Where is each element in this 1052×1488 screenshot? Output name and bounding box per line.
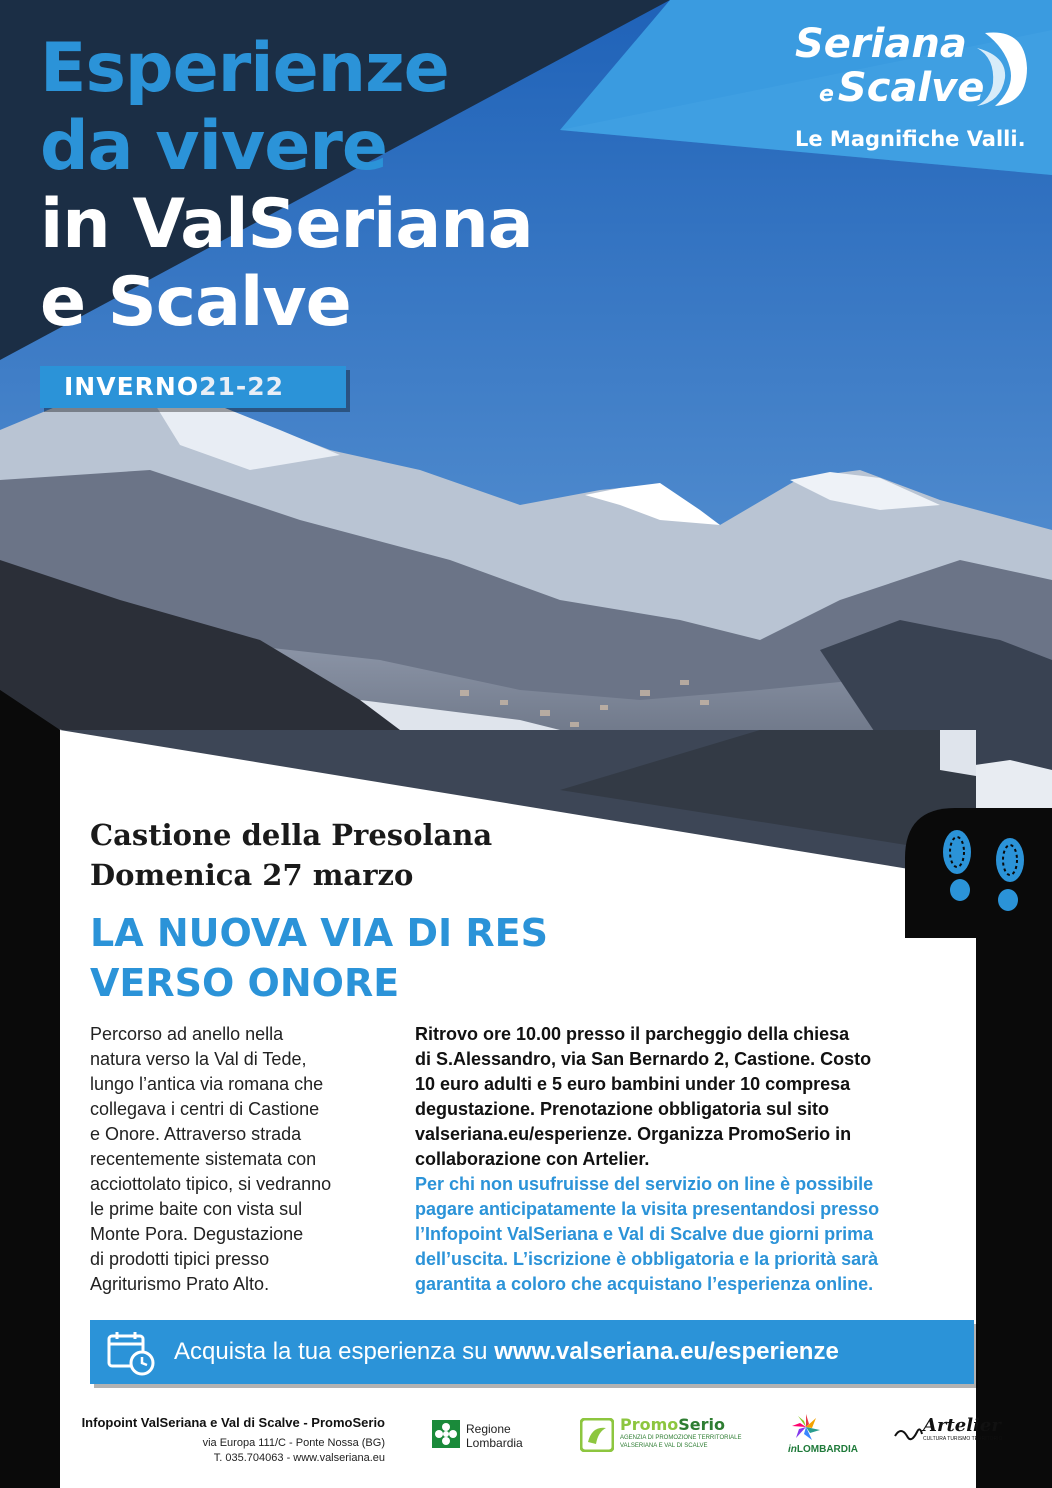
- artelier-sub: CULTURA TURISMO TERRITORIO: [923, 1436, 1003, 1442]
- description-line: natura verso la Val di Tede,: [90, 1049, 307, 1069]
- description-line: lungo l’antica via romana che: [90, 1074, 324, 1094]
- season-badge: [40, 366, 346, 408]
- promoserio-mark-icon: [580, 1418, 614, 1452]
- brand-face-icon: [965, 28, 1035, 108]
- brand-line-1: Seriana: [795, 21, 967, 67]
- buy-experience-banner[interactable]: [90, 1320, 974, 1384]
- event-location: Castione della Presolana: [90, 818, 493, 852]
- footsteps-badge: [905, 808, 1052, 938]
- promoserio-name-b: Serio: [678, 1415, 726, 1434]
- brand-tagline: Le Magnifiche Valli.: [795, 127, 1026, 151]
- season-years: 21-22: [199, 372, 285, 401]
- title-line-3: in ValSeriana: [40, 185, 533, 264]
- description-line: Percorso ad anello nella: [90, 1024, 284, 1044]
- details-line: Ritrovo ore 10.00 presso il parcheggio della chiesa: [415, 1024, 850, 1044]
- event-title: [90, 908, 548, 1008]
- right-black-band: [976, 880, 1052, 1488]
- details-line: 10 euro adulti e 5 euro bambini under 10 compresa: [415, 1074, 851, 1094]
- details-line: valseriana.eu/esperienze. Organizza PromoSerio in: [415, 1124, 852, 1144]
- footer-contact: [60, 1414, 385, 1466]
- details-line: collaborazione con Artelier.: [415, 1149, 650, 1169]
- regione-line-2: Lombardia: [466, 1436, 523, 1450]
- description-line: di prodotti tipici presso: [90, 1249, 270, 1269]
- buy-text: [174, 1320, 839, 1384]
- notice-line: l’Infopoint ValSeriana e Val di Scalve due giorni prima: [415, 1224, 874, 1244]
- inlombardia-name: LOMBARDIA: [796, 1444, 858, 1455]
- brand-e: e: [819, 82, 834, 107]
- notice-line: dell’uscita. L’iscrizione è obbligatoria e la priorità sarà: [415, 1249, 879, 1269]
- event-title-line-2: VERSO ONORE: [90, 961, 400, 1005]
- description-line: e Onore. Attraverso strada: [90, 1124, 302, 1144]
- footer-address: via Europa 111/C - Ponte Nossa (BG): [202, 1437, 385, 1449]
- description-line: collegava i centri di Castione: [90, 1099, 320, 1119]
- details-line: degustazione. Prenotazione obbligatoria sul sito: [415, 1099, 830, 1119]
- description-line: le prime baite con vista sul: [90, 1199, 303, 1219]
- artelier-name: Artelier: [923, 1415, 1001, 1436]
- promoserio-name-a: Promo: [620, 1415, 679, 1434]
- lombardia-rose-icon: [432, 1420, 460, 1448]
- inlombardia-in: in: [788, 1444, 797, 1455]
- description-line: acciottolato tipico, si vedranno: [90, 1174, 332, 1194]
- buy-url-link[interactable]: www.valseriana.eu/esperienze: [494, 1338, 839, 1365]
- event-details: [415, 1022, 970, 1297]
- buy-label: Acquista la tua esperienza su: [174, 1338, 488, 1365]
- event-header: [90, 815, 492, 895]
- footer-infopoint: Infopoint ValSeriana e Val di Scalve - PromoSerio: [81, 1415, 385, 1430]
- details-line: di S.Alessandro, via San Bernardo 2, Castione. Costo: [415, 1049, 872, 1069]
- brand-scalve: Scalve: [837, 65, 985, 111]
- description-line: recentemente sistemata con: [90, 1149, 317, 1169]
- artelier-scribble-icon: [893, 1420, 923, 1446]
- footer-phone: T. 035.704063 - www.valseriana.eu: [213, 1452, 385, 1464]
- description-line: Monte Pora. Degustazione: [90, 1224, 304, 1244]
- left-black-band: [0, 690, 60, 1488]
- notice-line: pagare anticipatamente la visita presentandosi presso: [415, 1199, 880, 1219]
- page-title: [40, 30, 533, 342]
- title-line-4: e Scalve: [40, 263, 351, 342]
- title-line-2: da vivere: [40, 107, 387, 186]
- notice-line: Per chi non usufruisse del servizio on line è possibile: [415, 1174, 874, 1194]
- promoserio-sub2: VALSERIANA E VAL DI SCALVE: [620, 1443, 708, 1449]
- event-description: [90, 1022, 390, 1297]
- promoserio-sub: AGENZIA DI PROMOZIONE TERRITORIALE: [620, 1435, 742, 1441]
- event-date: Domenica 27 marzo: [90, 858, 414, 892]
- notice-line: garantita a coloro che acquistano l’esperienza online.: [415, 1274, 874, 1294]
- calendar-clock-icon: [106, 1330, 156, 1376]
- season-label: INVERNO: [64, 372, 200, 401]
- regione-line-1: Regione: [466, 1422, 511, 1436]
- inlombardia-star-icon: [790, 1414, 822, 1440]
- title-line-1: Esperienze: [40, 29, 449, 108]
- event-title-line-1: LA NUOVA VIA DI RES: [90, 911, 548, 955]
- description-line: Agriturismo Prato Alto.: [90, 1274, 270, 1294]
